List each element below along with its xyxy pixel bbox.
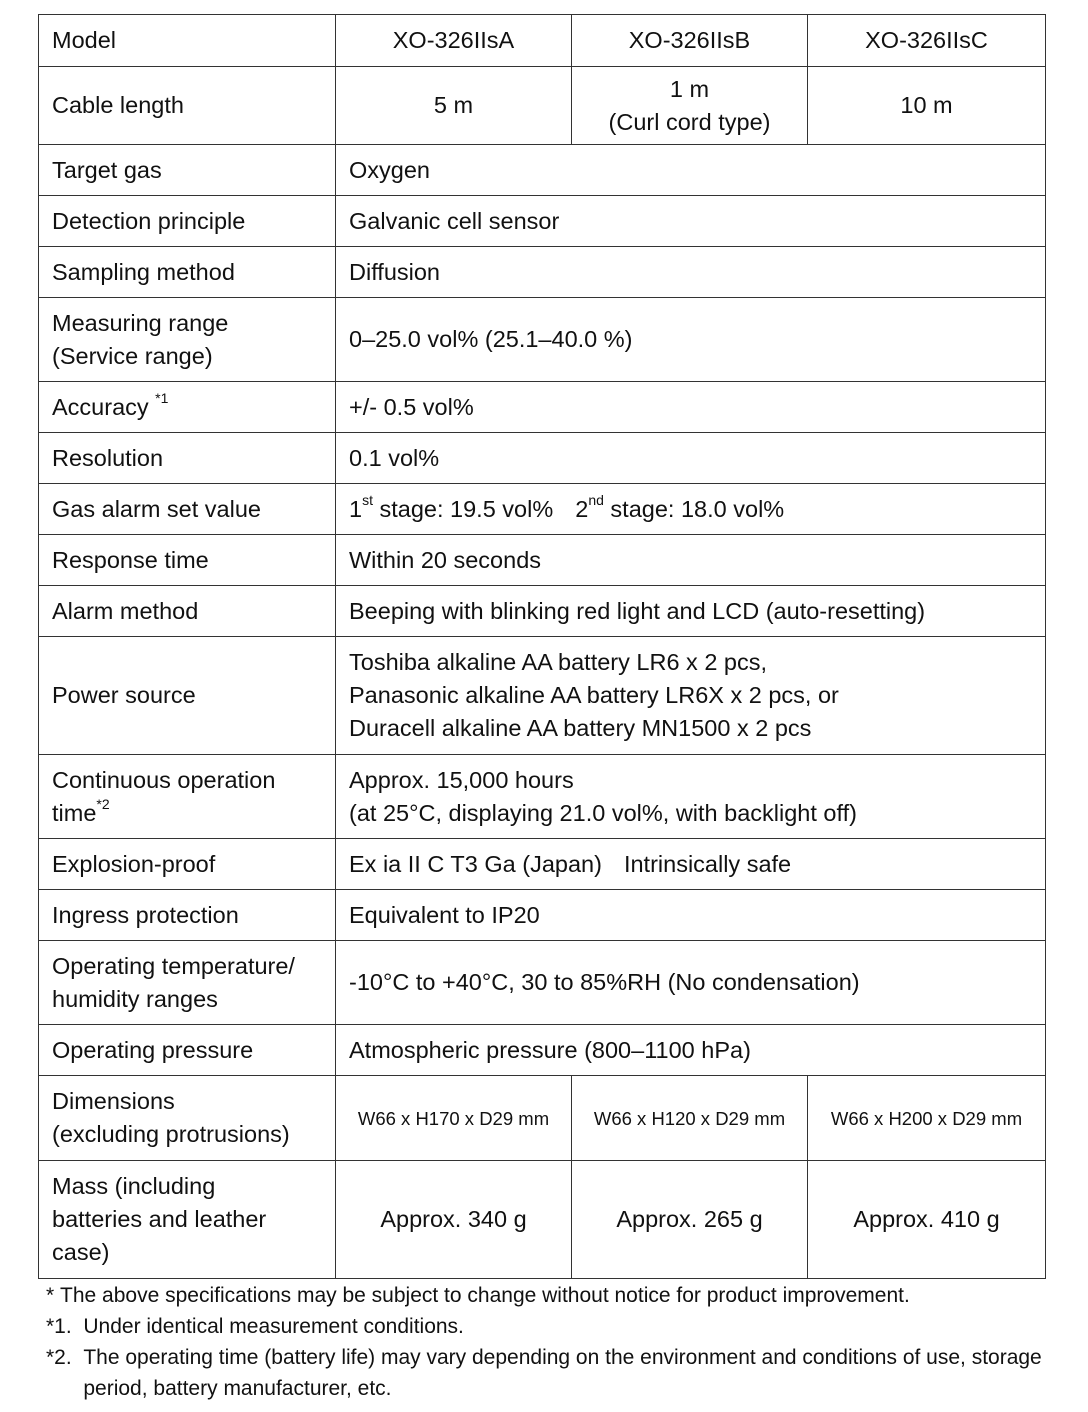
sampling-method-label: Sampling method	[39, 247, 336, 298]
row-power-source	[39, 637, 1046, 755]
accuracy-value: +/- 0.5 vol%	[336, 382, 1046, 433]
response-time-label: Response time	[39, 535, 336, 586]
dimensions-b: W66 x H120 x D29 mm	[572, 1076, 808, 1161]
continuous-footnote-ref: *2	[96, 795, 110, 812]
footnote-2-text: The operating time (battery life) may vary depending on the environment and conditions of use, storage period, battery manufacturer, etc.	[83, 1346, 1042, 1400]
explosion-proof-type: Intrinsically safe	[623, 850, 792, 877]
dimensions-label-line2: (excluding protrusions)	[52, 1121, 290, 1147]
power-source-value	[336, 637, 1046, 755]
row-response-time	[39, 535, 1046, 586]
alarm-stage1-text: stage: 19.5 vol%	[372, 495, 554, 522]
resolution-value: 0.1 vol%	[336, 433, 1046, 484]
row-accuracy	[39, 382, 1046, 433]
row-sampling-method	[39, 247, 1046, 298]
explosion-proof-label: Explosion-proof	[39, 839, 336, 890]
power-source-line: Panasonic alkaline AA battery LR6X x 2 pcs, or	[349, 682, 839, 708]
operating-temperature-value: -10°C to +40°C, 30 to 85%RH (No condensation)	[336, 941, 1046, 1025]
cable-length-b	[572, 67, 808, 145]
row-detection-principle	[39, 196, 1046, 247]
footnote-1-text: Under identical measurement conditions.	[83, 1315, 464, 1338]
row-mass	[39, 1161, 1046, 1279]
ingress-protection-value: Equivalent to IP20	[336, 890, 1046, 941]
model-label: Model	[39, 15, 336, 67]
target-gas-value: Oxygen	[336, 145, 1046, 196]
operating-temperature-label-line2: humidity ranges	[52, 985, 218, 1012]
mass-label	[39, 1161, 336, 1279]
cable-length-a: 5 m	[336, 67, 572, 145]
alarm-stage2-text: stage: 18.0 vol%	[603, 495, 785, 522]
cable-length-c: 10 m	[808, 67, 1046, 145]
footnote-general-mark: *	[46, 1284, 61, 1307]
model-a: XO-326IIsA	[336, 15, 572, 67]
explosion-proof-value	[336, 839, 1046, 890]
continuous-operation-label-line2: time	[52, 799, 97, 826]
model-c: XO-326IIsC	[808, 15, 1046, 67]
operating-pressure-label: Operating pressure	[39, 1025, 336, 1076]
alarm-stage2-suffix: nd	[588, 491, 604, 508]
spec-table	[38, 14, 1046, 1279]
accuracy-footnote-ref: *1	[155, 389, 169, 406]
explosion-proof-rating: Ex ia II C T3 Ga (Japan)	[349, 850, 602, 877]
sampling-method-value: Diffusion	[336, 247, 1046, 298]
mass-a: Approx. 340 g	[336, 1161, 572, 1279]
row-operating-temperature	[39, 941, 1046, 1025]
response-time-value: Within 20 seconds	[336, 535, 1046, 586]
power-source-line: Duracell alkaline AA battery MN1500 x 2 pcs	[349, 715, 812, 741]
footnote-2-mark: *2.	[46, 1346, 84, 1369]
mass-label-line: case)	[52, 1239, 110, 1265]
footnote-1	[46, 1311, 1076, 1342]
row-alarm-method	[39, 586, 1046, 637]
alarm-stage1-suffix: st	[362, 491, 373, 508]
measuring-range-label-line1: Measuring range	[52, 309, 229, 336]
row-model	[39, 15, 1046, 67]
mass-label-line: Mass (including	[52, 1173, 216, 1199]
alarm-stage1-number: 1	[349, 495, 363, 522]
detection-principle-label: Detection principle	[39, 196, 336, 247]
footnote-2	[46, 1342, 1076, 1404]
measuring-range-label	[39, 298, 336, 382]
row-resolution	[39, 433, 1046, 484]
row-explosion-proof	[39, 839, 1046, 890]
row-ingress-protection	[39, 890, 1046, 941]
row-cable-length	[39, 67, 1046, 145]
row-operating-pressure	[39, 1025, 1046, 1076]
mass-c: Approx. 410 g	[808, 1161, 1046, 1279]
row-dimensions	[39, 1076, 1046, 1161]
operating-temperature-label	[39, 941, 336, 1025]
gas-alarm-set-value-label: Gas alarm set value	[39, 484, 336, 535]
accuracy-label-cell	[39, 382, 336, 433]
footnotes	[46, 1280, 1076, 1404]
resolution-label: Resolution	[39, 433, 336, 484]
dimensions-label	[39, 1076, 336, 1161]
continuous-operation-value	[336, 755, 1046, 839]
mass-label-line: batteries and leather	[52, 1206, 267, 1232]
gas-alarm-set-value	[336, 484, 1046, 535]
alarm-method-value: Beeping with blinking red light and LCD (auto-resetting)	[336, 586, 1046, 637]
cable-length-b-line2: (Curl cord type)	[608, 108, 771, 135]
row-continuous-operation	[39, 755, 1046, 839]
continuous-operation-line1: Approx. 15,000 hours	[349, 766, 574, 793]
dimensions-c: W66 x H200 x D29 mm	[808, 1076, 1046, 1161]
footnote-1-mark: *1.	[46, 1315, 84, 1338]
footnote-general-text: The above specifications may be subject to change without notice for product improvement.	[60, 1284, 910, 1307]
alarm-method-label: Alarm method	[39, 586, 336, 637]
mass-b: Approx. 265 g	[572, 1161, 808, 1279]
operating-temperature-label-line1: Operating temperature/	[52, 952, 295, 979]
cable-length-b-line1: 1 m	[669, 75, 710, 102]
row-gas-alarm-set-value	[39, 484, 1046, 535]
power-source-line: Toshiba alkaline AA battery LR6 x 2 pcs,	[349, 649, 768, 675]
model-b: XO-326IIsB	[572, 15, 808, 67]
detection-principle-value: Galvanic cell sensor	[336, 196, 1046, 247]
cable-length-label: Cable length	[39, 67, 336, 145]
measuring-range-value: 0–25.0 vol% (25.1–40.0 %)	[336, 298, 1046, 382]
row-measuring-range	[39, 298, 1046, 382]
dimensions-label-line1: Dimensions	[52, 1088, 175, 1114]
power-source-label: Power source	[39, 637, 336, 755]
accuracy-label: Accuracy	[52, 393, 156, 420]
alarm-stage2-number: 2	[575, 495, 589, 522]
target-gas-label: Target gas	[39, 145, 336, 196]
continuous-operation-line2: (at 25°C, displaying 21.0 vol%, with backlight off)	[349, 799, 857, 826]
dimensions-a: W66 x H170 x D29 mm	[336, 1076, 572, 1161]
row-target-gas	[39, 145, 1046, 196]
continuous-operation-label	[39, 755, 336, 839]
measuring-range-label-line2: (Service range)	[52, 342, 213, 369]
continuous-operation-label-line1: Continuous operation	[52, 766, 276, 793]
operating-pressure-value: Atmospheric pressure (800–1100 hPa)	[336, 1025, 1046, 1076]
footnote-general	[46, 1280, 1076, 1311]
ingress-protection-label: Ingress protection	[39, 890, 336, 941]
